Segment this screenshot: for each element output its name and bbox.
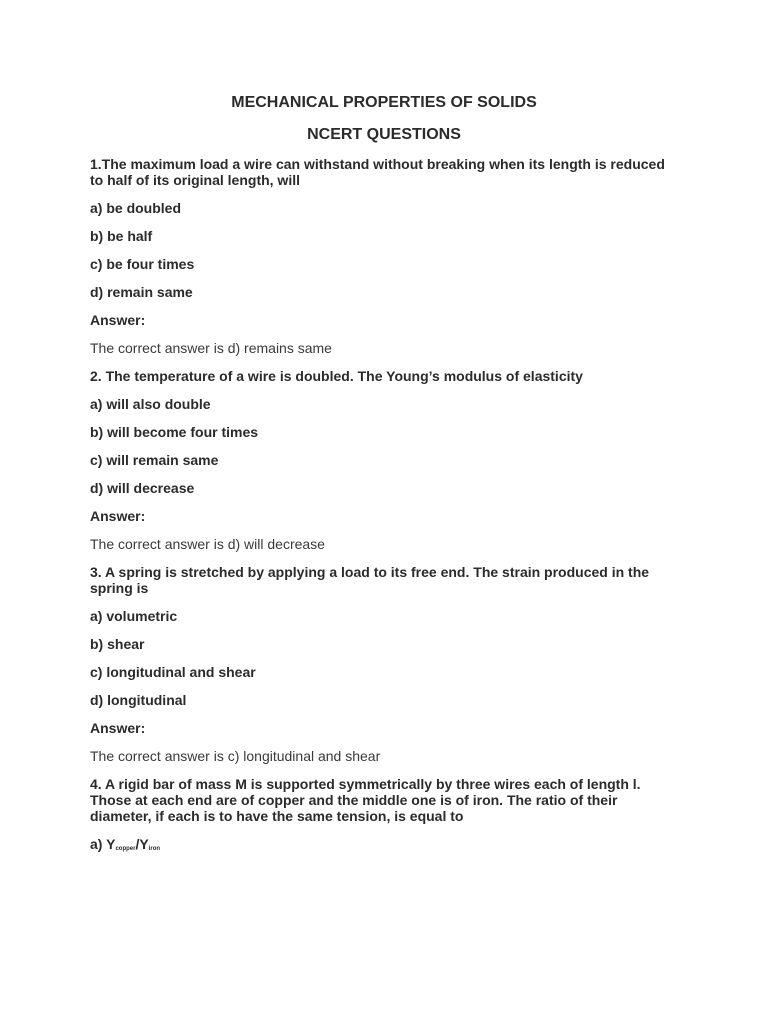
question-1-answer-text: The correct answer is d) remains same: [90, 340, 332, 356]
question-3-option-a: a) volumetric: [90, 608, 178, 624]
questions-list: [90, 156, 680, 869]
question-4-option-a: [90, 836, 680, 857]
question-3-option-d: d) longitudinal: [90, 692, 187, 708]
question-3-text: 3. A spring is stretched by applying a load to its free end. The strain produced in the spring is: [90, 564, 650, 596]
question-1-option-b: b) be half: [90, 228, 153, 244]
question-4-text: 4. A rigid bar of mass M is supported symmetrically by three wires each of length l. Those at each end are of copper and the middle one is of iron. The ratio of their diameter, if each is to have the same tension, is equal to: [90, 776, 641, 824]
question-2-option-c: c) will remain same: [90, 452, 219, 468]
question-3-option-c: c) longitudinal and shear: [90, 664, 256, 680]
question-2-answer-label: Answer:: [90, 508, 146, 524]
subscript-iron: iron: [148, 846, 161, 852]
question-3-option-b: b) shear: [90, 636, 145, 652]
question-1-answer-label: Answer:: [90, 312, 146, 328]
option-a-prefix: a) Y: [90, 836, 116, 852]
question-1-option-a: a) be doubled: [90, 200, 181, 216]
question-2-option-a: a) will also double: [90, 396, 211, 412]
question-1-text: 1.The maximum load a wire can withstand without breaking when its length is reduced to half of its original length, will: [90, 156, 665, 188]
question-2-option-d: d) will decrease: [90, 480, 195, 496]
question-3-answer-label: Answer:: [90, 720, 146, 736]
question-2-option-b: b) will become four times: [90, 424, 259, 440]
subscript-copper: copper: [115, 846, 136, 852]
question-1-option-d: d) remain same: [90, 284, 193, 300]
question-1-option-c: c) be four times: [90, 256, 195, 272]
question-2-text: 2. The temperature of a wire is doubled. The Young’s modulus of elasticity: [90, 368, 583, 384]
question-3-answer-text: The correct answer is c) longitudinal and shear: [90, 748, 381, 764]
document-title: MECHANICAL PROPERTIES OF SOLIDS: [231, 94, 537, 111]
option-a-slash: /Y: [135, 836, 149, 852]
question-2-answer-text: The correct answer is d) will decrease: [90, 536, 325, 552]
document-subtitle: NCERT QUESTIONS: [307, 126, 461, 143]
